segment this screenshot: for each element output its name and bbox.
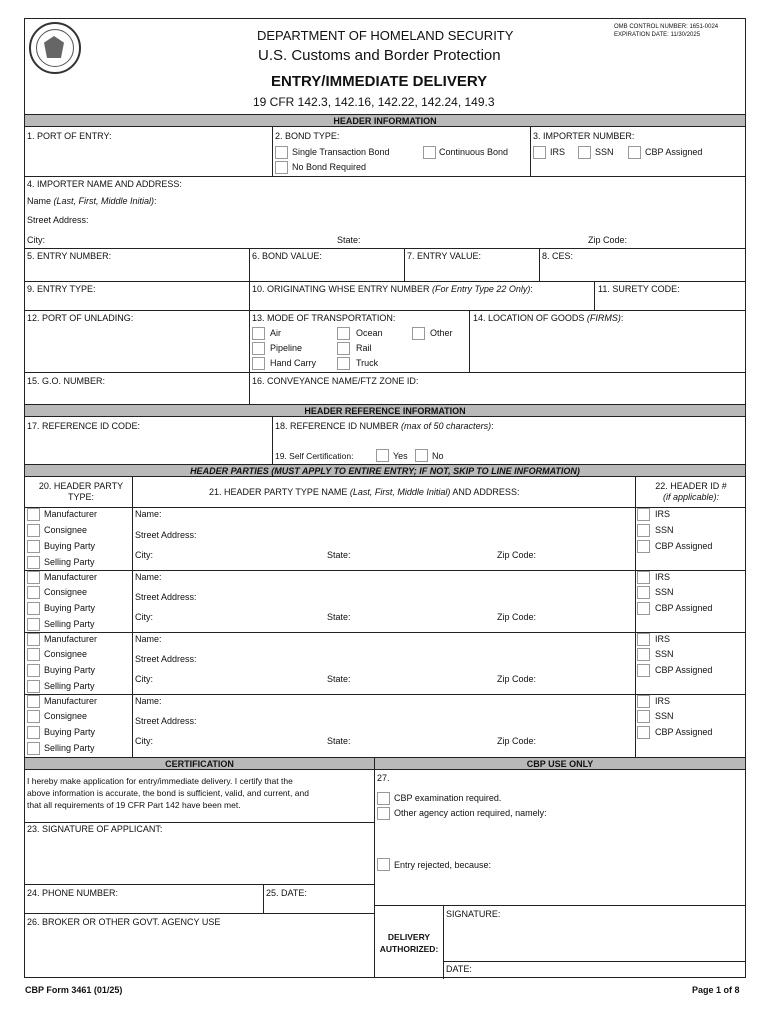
importer-cbp-assigned-label: CBP Assigned	[645, 147, 703, 157]
entry-type-label: 9. ENTRY TYPE:	[27, 284, 96, 294]
header-parties-band: HEADER PARTIES (MUST APPLY TO ENTIRE ENTRY; IF NOT, SKIP TO LINE INFORMATION)	[25, 464, 745, 477]
party2-cbp-assigned-label: CBP Assigned	[655, 603, 713, 613]
cfr-reference: 19 CFR 142.3, 142.16, 142.22, 142.24, 149.3	[253, 95, 495, 109]
party3-cbp-assigned-label: CBP Assigned	[655, 665, 713, 675]
party2-ssn-label: SSN	[655, 587, 674, 597]
self-certification-yes-label: Yes	[393, 451, 408, 461]
party3-manufacturer-label: Manufacturer	[44, 634, 98, 644]
entry-form	[24, 18, 746, 978]
party4-ssn-label: SSN	[655, 711, 674, 721]
party4-name-label: Name:	[135, 696, 162, 706]
party1-state-label: State:	[327, 550, 351, 560]
dhs-seal-icon	[29, 22, 81, 74]
signature-of-applicant-label: 23. SIGNATURE OF APPLICANT:	[27, 824, 163, 834]
importer-zip-label: Zip Code:	[588, 235, 628, 245]
port-of-entry-label: 1. PORT OF ENTRY:	[27, 131, 112, 141]
party1-selling-party-label: Selling Party	[44, 557, 95, 567]
originating-whse-entry-label: 10. ORIGINATING WHSE ENTRY NUMBER (For Entry Type 22 Only):	[252, 284, 533, 294]
self-certification-no-checkbox[interactable]	[415, 449, 428, 462]
form-title: ENTRY/IMMEDIATE DELIVERY	[271, 73, 488, 90]
party4-zip-label: Zip Code:	[497, 736, 537, 746]
party3-manufacturer-checkbox[interactable]	[27, 633, 40, 646]
importer-name-address-label: 4. IMPORTER NAME AND ADDRESS:	[27, 179, 182, 189]
single-transaction-bond-checkbox[interactable]	[275, 146, 288, 159]
transport-other-checkbox[interactable]	[412, 327, 425, 340]
location-of-goods-label: 14. LOCATION OF GOODS (FIRMS):	[473, 313, 624, 323]
entry-rejected-label: Entry rejected, because:	[394, 860, 492, 870]
party3-zip-label: Zip Code:	[497, 674, 537, 684]
single-transaction-bond-label: Single Transaction Bond	[292, 147, 390, 157]
conveyance-name-label: 16. CONVEYANCE NAME/FTZ ZONE ID:	[252, 376, 419, 386]
party4-consignee-checkbox[interactable]	[27, 710, 40, 723]
party2-cbp-assigned-checkbox[interactable]	[637, 602, 650, 615]
party1-cbp-assigned-checkbox[interactable]	[637, 540, 650, 553]
header-information-band: HEADER INFORMATION	[25, 114, 745, 127]
party2-consignee-label: Consignee	[44, 587, 88, 597]
importer-irs-checkbox[interactable]	[533, 146, 546, 159]
party2-buying-party-label: Buying Party	[44, 603, 96, 613]
party2-city-label: City:	[135, 612, 153, 622]
party1-consignee-checkbox[interactable]	[27, 524, 40, 537]
cbp-examination-checkbox[interactable]	[377, 792, 390, 805]
go-number-label: 15. G.O. NUMBER:	[27, 376, 106, 386]
certification-text-line3: that all requirements of 19 CFR Part 142 have been met.	[27, 800, 241, 810]
party2-manufacturer-label: Manufacturer	[44, 572, 98, 582]
header-id-label: 22. HEADER ID # (if applicable):	[655, 481, 727, 502]
transport-ocean-checkbox[interactable]	[337, 327, 350, 340]
expiration-date: EXPIRATION DATE: 11/30/2025	[614, 32, 701, 38]
certification-text-line2: above information is accurate, the bond is sufficient, valid, and current, and	[27, 788, 309, 798]
party4-manufacturer-label: Manufacturer	[44, 696, 98, 706]
party3-state-label: State:	[327, 674, 351, 684]
transport-ocean-label: Ocean	[356, 328, 383, 338]
party3-irs-label: IRS	[655, 634, 671, 644]
party3-buying-party-label: Buying Party	[44, 665, 96, 675]
agency-name: U.S. Customs and Border Protection	[258, 47, 501, 64]
party4-irs-label: IRS	[655, 696, 671, 706]
party1-manufacturer-checkbox[interactable]	[27, 508, 40, 521]
transport-pipeline-checkbox[interactable]	[252, 342, 265, 355]
party3-cbp-assigned-checkbox[interactable]	[637, 664, 650, 677]
party1-manufacturer-label: Manufacturer	[44, 509, 98, 519]
party2-selling-party-checkbox[interactable]	[27, 618, 40, 631]
party4-cbp-assigned-label: CBP Assigned	[655, 727, 713, 737]
party4-ssn-checkbox[interactable]	[637, 710, 650, 723]
party2-zip-label: Zip Code:	[497, 612, 537, 622]
header-party-name-address-label: 21. HEADER PARTY TYPE NAME (Last, First, Middle Initial) AND ADDRESS:	[209, 487, 520, 497]
party4-buying-party-checkbox[interactable]	[27, 726, 40, 739]
party1-name-label: Name:	[135, 509, 162, 519]
reference-id-number-label: 18. REFERENCE ID NUMBER (max of 50 characters):	[275, 421, 494, 431]
party4-street-label: Street Address:	[135, 716, 197, 726]
party1-ssn-label: SSN	[655, 525, 674, 535]
party2-street-label: Street Address:	[135, 592, 197, 602]
transport-truck-label: Truck	[356, 358, 379, 368]
transport-other-label: Other	[430, 328, 453, 338]
date-label: 25. DATE:	[266, 888, 307, 898]
transport-hand-carry-checkbox[interactable]	[252, 357, 265, 370]
form-number: CBP Form 3461 (01/25)	[25, 985, 123, 995]
cbp-item-27-label: 27.	[377, 773, 390, 783]
party3-irs-checkbox[interactable]	[637, 633, 650, 646]
other-agency-action-checkbox[interactable]	[377, 807, 390, 820]
reference-id-code-label: 17. REFERENCE ID CODE:	[27, 421, 141, 431]
party1-consignee-label: Consignee	[44, 525, 88, 535]
transport-air-checkbox[interactable]	[252, 327, 265, 340]
party2-irs-checkbox[interactable]	[637, 571, 650, 584]
party4-selling-party-checkbox[interactable]	[27, 742, 40, 755]
header-reference-band: HEADER REFERENCE INFORMATION	[25, 404, 745, 417]
party4-consignee-label: Consignee	[44, 711, 88, 721]
party1-buying-party-label: Buying Party	[44, 541, 96, 551]
importer-city-label: City:	[27, 235, 45, 245]
party3-ssn-label: SSN	[655, 649, 674, 659]
port-of-unlading-label: 12. PORT OF UNLADING:	[27, 313, 134, 323]
party2-buying-party-checkbox[interactable]	[27, 602, 40, 615]
party1-irs-label: IRS	[655, 509, 671, 519]
importer-number-label: 3. IMPORTER NUMBER:	[533, 131, 635, 141]
party3-ssn-checkbox[interactable]	[637, 648, 650, 661]
importer-street-label: Street Address:	[27, 215, 89, 225]
transport-truck-checkbox[interactable]	[337, 357, 350, 370]
delivery-authorized-label: DELIVERY AUTHORIZED:	[379, 932, 439, 954]
self-certification-label: 19. Self Certification:	[275, 451, 354, 461]
entry-number-label: 5. ENTRY NUMBER:	[27, 251, 112, 261]
party3-city-label: City:	[135, 674, 153, 684]
importer-irs-label: IRS	[550, 147, 566, 157]
self-certification-no-label: No	[432, 451, 444, 461]
department-name: DEPARTMENT OF HOMELAND SECURITY	[257, 28, 514, 43]
party2-selling-party-label: Selling Party	[44, 619, 95, 629]
party4-manufacturer-checkbox[interactable]	[27, 695, 40, 708]
party1-ssn-checkbox[interactable]	[637, 524, 650, 537]
header-party-type-label: 20. HEADER PARTY TYPE:	[38, 481, 124, 502]
party3-name-label: Name:	[135, 634, 162, 644]
transport-pipeline-label: Pipeline	[270, 343, 303, 353]
continuous-bond-checkbox[interactable]	[423, 146, 436, 159]
party3-buying-party-checkbox[interactable]	[27, 664, 40, 677]
cbp-date-label: DATE:	[446, 964, 472, 974]
importer-cbp-assigned-checkbox[interactable]	[628, 146, 641, 159]
entry-value-label: 7. ENTRY VALUE:	[407, 251, 482, 261]
party1-zip-label: Zip Code:	[497, 550, 537, 560]
surety-code-label: 11. SURETY CODE:	[598, 284, 680, 294]
party2-irs-label: IRS	[655, 572, 671, 582]
party1-selling-party-checkbox[interactable]	[27, 556, 40, 569]
party2-manufacturer-checkbox[interactable]	[27, 571, 40, 584]
party1-street-label: Street Address:	[135, 530, 197, 540]
importer-ssn-label: SSN	[595, 147, 614, 157]
party2-name-label: Name:	[135, 572, 162, 582]
party3-consignee-label: Consignee	[44, 649, 88, 659]
party2-consignee-checkbox[interactable]	[27, 586, 40, 599]
page-number: Page 1 of 8	[692, 985, 740, 995]
cbp-use-only-band: CBP USE ONLY	[374, 757, 745, 770]
party4-state-label: State:	[327, 736, 351, 746]
party1-buying-party-checkbox[interactable]	[27, 540, 40, 553]
entry-rejected-checkbox[interactable]	[377, 858, 390, 871]
party4-irs-checkbox[interactable]	[637, 695, 650, 708]
bond-value-label: 6. BOND VALUE:	[252, 251, 322, 261]
party1-city-label: City:	[135, 550, 153, 560]
party4-selling-party-label: Selling Party	[44, 743, 95, 753]
phone-number-label: 24. PHONE NUMBER:	[27, 888, 119, 898]
importer-name-label: Name (Last, First, Middle Initial):	[27, 196, 157, 206]
certification-band: CERTIFICATION	[25, 757, 374, 770]
party4-city-label: City:	[135, 736, 153, 746]
certification-text-line1: I hereby make application for entry/immediate delivery. I certify that the	[27, 776, 293, 786]
party2-state-label: State:	[327, 612, 351, 622]
party3-street-label: Street Address:	[135, 654, 197, 664]
broker-govt-agency-label: 26. BROKER OR OTHER GOVT. AGENCY USE	[27, 917, 221, 927]
transport-rail-checkbox[interactable]	[337, 342, 350, 355]
omb-control-number: OMB CONTROL NUMBER: 1651-0024	[614, 24, 719, 30]
importer-state-label: State:	[337, 235, 361, 245]
party1-irs-checkbox[interactable]	[637, 508, 650, 521]
transport-air-label: Air	[270, 328, 281, 338]
party3-selling-party-label: Selling Party	[44, 681, 95, 691]
other-agency-action-label: Other agency action required, namely:	[394, 808, 547, 818]
bond-type-label: 2. BOND TYPE:	[275, 131, 340, 141]
party4-cbp-assigned-checkbox[interactable]	[637, 726, 650, 739]
no-bond-required-label: No Bond Required	[292, 162, 367, 172]
party1-cbp-assigned-label: CBP Assigned	[655, 541, 713, 551]
transport-rail-label: Rail	[356, 343, 372, 353]
party3-selling-party-checkbox[interactable]	[27, 680, 40, 693]
party3-consignee-checkbox[interactable]	[27, 648, 40, 661]
continuous-bond-label: Continuous Bond	[439, 147, 509, 157]
party2-ssn-checkbox[interactable]	[637, 586, 650, 599]
self-certification-yes-checkbox[interactable]	[376, 449, 389, 462]
ces-label: 8. CES:	[542, 251, 574, 261]
importer-ssn-checkbox[interactable]	[578, 146, 591, 159]
transport-hand-carry-label: Hand Carry	[270, 358, 317, 368]
party4-buying-party-label: Buying Party	[44, 727, 96, 737]
no-bond-required-checkbox[interactable]	[275, 161, 288, 174]
cbp-signature-label: SIGNATURE:	[446, 909, 501, 919]
cbp-examination-label: CBP examination required.	[394, 793, 502, 803]
mode-of-transportation-label: 13. MODE OF TRANSPORTATION:	[252, 313, 396, 323]
